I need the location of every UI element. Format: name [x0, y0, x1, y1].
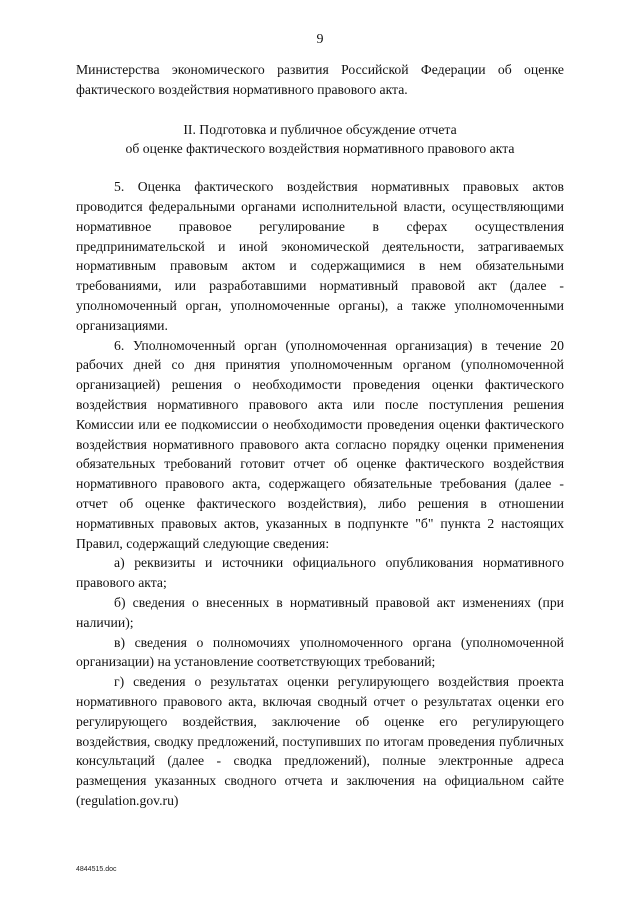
document-body [76, 60, 564, 811]
document-code: 4844515.doc [76, 866, 117, 873]
page-number: 9 [316, 32, 324, 47]
subitem-v: в) сведения о полномочиях уполномоченного органа (уполномоченной организации) на установление соответствующих требований; [76, 634, 564, 670]
paragraph-5: 5. Оценка фактического воздействия нормативных правовых актов проводится федеральными органами исполнительной власти, осуществляющими нормативное правовое регулирование в сферах осуществления предпринимательской и иной экономической деятельности, затрагиваемых нормативным правовым актом и содержащимися в нем обязательными требованиями, или разработавшими нормативный правовой акт (далее - уполномоченный орган, уполномоченные органы), а также уполномоченными организациями. [76, 179, 564, 333]
subitem-a: а) реквизиты и источники официального опубликования нормативного правового акта; [76, 555, 564, 591]
section-heading-line-1: II. Подготовка и публичное обсуждение отчета [183, 121, 457, 137]
section-heading-line-2: об оценке фактического воздействия нормативного правового акта [125, 141, 515, 157]
subitem-b: б) сведения о внесенных в нормативный правовой акт изменениях (при наличии); [76, 594, 564, 630]
section-heading [76, 120, 564, 160]
paragraph-6: 6. Уполномоченный орган (уполномоченная организация) в течение 20 рабочих дней со дня принятия уполномоченным органом (уполномоченной организацией) решения о необходимости проведения оценки фактического воздействия нормативного правового акта или после поступления решения Комиссии или ее подкомиссии о необходимости проведения оценки фактического воздействия нормативного правового акта согласно порядку оценки применения обязательных требований готовит отчет об оценке фактического воздействия нормативного правового акта, содержащего обязательные требования (далее - отчет об оценке фактического воздействия), либо решения в отношении нормативных правовых актов, указанных в подпункте "б" пункта 2 настоящих Правил, содержащий следующие сведения: [76, 337, 564, 551]
intro-paragraph: Министерства экономического развития Российской Федерации об оценке фактического воздействия нормативного правового акта. [76, 62, 564, 97]
subitem-g: г) сведения о результатах оценки регулирующего воздействия проекта нормативного правового акта, включая сводный отчет о результатах оценки его регулирующего воздействия, заключение об оценке его регулирующего воздействия, сводку предложений, поступивших по итогам проведения публичных консультаций (далее - сводка предложений), полные электронные адреса размещения указанных сводного отчета и заключения на официальном сайте (regulation.gov.ru) [76, 674, 564, 808]
